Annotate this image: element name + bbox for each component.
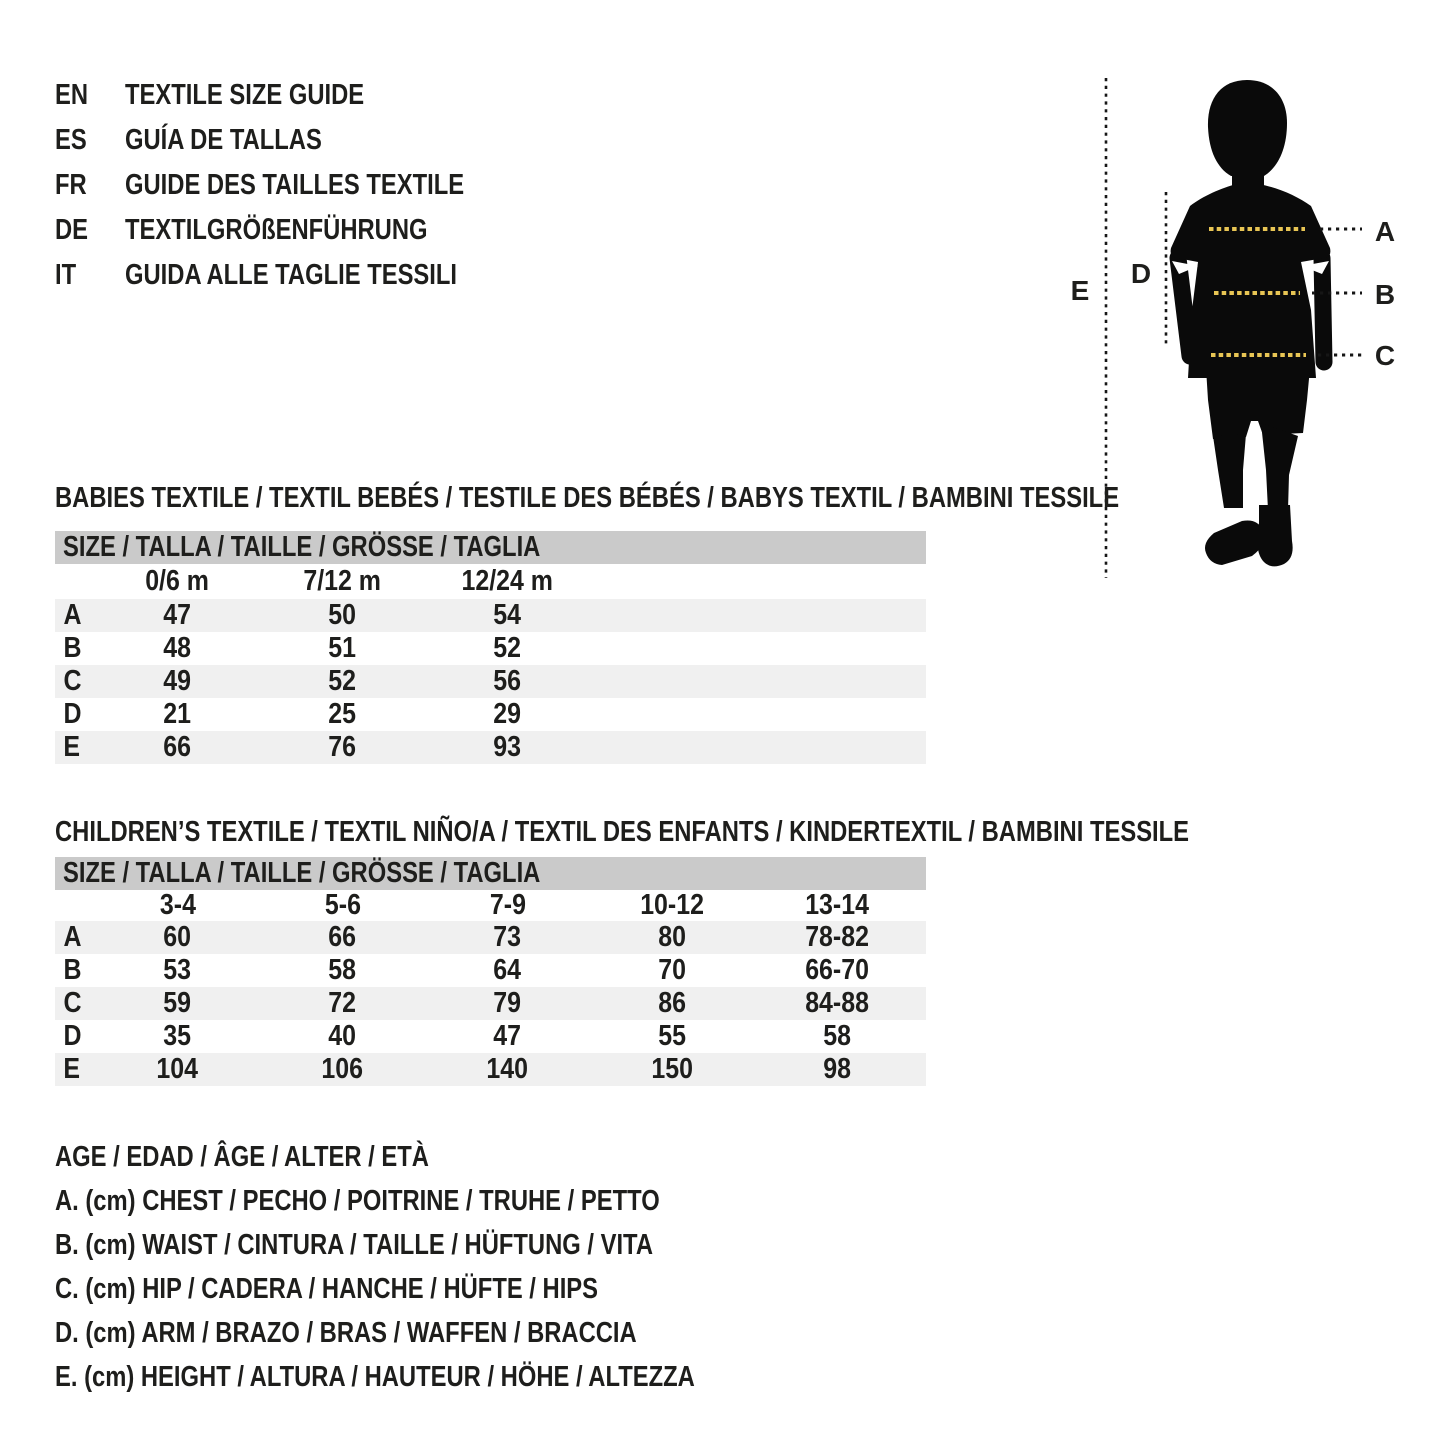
row-label: C xyxy=(63,987,82,1019)
lang-code: DE xyxy=(55,214,89,246)
cell: 58 xyxy=(823,1020,852,1052)
column-header: 0/6 m xyxy=(145,565,210,597)
label-arm-d: D xyxy=(1130,258,1152,289)
babies-section-title: BABIES TEXTILE / TEXTIL BEBÉS / TESTILE DES BÉBÉS / BABYS TEXTIL / BAMBINI TESSILE xyxy=(55,481,1120,514)
measurement-legend xyxy=(55,1135,835,1399)
label-height-e: E xyxy=(1070,275,1090,306)
babies-table-header-bar: SIZE / TALLA / TAILLE / GRÖSSE / TAGLIA xyxy=(55,531,926,564)
cell: 29 xyxy=(493,698,522,730)
row-label: B xyxy=(63,632,82,664)
column-header: 7-9 xyxy=(489,889,526,921)
cell: 84-88 xyxy=(805,987,870,1019)
cell: 76 xyxy=(328,731,357,763)
cell: 58 xyxy=(328,954,357,986)
row-label: E xyxy=(63,1053,80,1085)
cell: 59 xyxy=(163,987,192,1019)
lang-code: EN xyxy=(55,79,89,111)
cell: 98 xyxy=(823,1053,852,1085)
cell: 35 xyxy=(163,1020,192,1052)
cell: 66 xyxy=(163,731,192,763)
babies-size-table xyxy=(55,531,926,764)
table-row xyxy=(55,599,926,632)
table-row xyxy=(55,665,926,698)
table-row xyxy=(55,987,926,1020)
column-header: 7/12 m xyxy=(303,565,382,597)
language-title-block xyxy=(55,73,539,298)
cell: 53 xyxy=(163,954,192,986)
table-row xyxy=(55,1053,926,1086)
cell: 72 xyxy=(328,987,357,1019)
cell: 52 xyxy=(328,665,357,697)
lang-title: GUIDE DES TAILLES TEXTILE xyxy=(125,169,465,201)
column-header: 10-12 xyxy=(640,889,705,921)
row-label: D xyxy=(63,698,82,730)
column-header: 3-4 xyxy=(159,889,196,921)
label-waist-b: B xyxy=(1374,279,1396,310)
lang-code: IT xyxy=(55,259,77,291)
cell: 70 xyxy=(658,954,687,986)
cell: 80 xyxy=(658,921,687,953)
label-chest-a: A xyxy=(1374,216,1396,247)
table-row xyxy=(55,731,926,764)
children-table-header-bar: SIZE / TALLA / TAILLE / GRÖSSE / TAGLIA xyxy=(55,857,926,890)
lang-row-fr xyxy=(55,163,539,208)
cell: 104 xyxy=(156,1053,199,1085)
column-header: 13-14 xyxy=(805,889,870,921)
cell: 56 xyxy=(493,665,522,697)
legend-line-hip: C. (cm) HIP / CADERA / HANCHE / HÜFTE / HIPS xyxy=(55,1272,599,1305)
cell: 47 xyxy=(163,599,192,631)
lang-title: GUÍA DE TALLAS xyxy=(125,124,322,156)
legend-line-height: E. (cm) HEIGHT / ALTURA / HAUTEUR / HÖHE / ALTEZZA xyxy=(55,1360,695,1393)
lang-title: GUIDA ALLE TAGLIE TESSILI xyxy=(125,259,458,291)
legend-line-age: AGE / EDAD / ÂGE / ALTER / ETÀ xyxy=(55,1140,429,1173)
cell: 25 xyxy=(328,698,357,730)
lang-code: FR xyxy=(55,169,87,201)
table-row xyxy=(55,921,926,954)
cell: 48 xyxy=(163,632,192,664)
row-label: A xyxy=(63,921,82,953)
cell: 106 xyxy=(321,1053,364,1085)
cell: 64 xyxy=(493,954,522,986)
lang-row-it xyxy=(55,253,539,298)
row-label: B xyxy=(63,954,82,986)
lang-title: TEXTILE SIZE GUIDE xyxy=(125,79,365,111)
row-label: A xyxy=(63,599,82,631)
row-label: D xyxy=(63,1020,82,1052)
cell: 52 xyxy=(493,632,522,664)
cell: 86 xyxy=(658,987,687,1019)
legend-line-waist: B. (cm) WAIST / CINTURA / TAILLE / HÜFTUNG / VITA xyxy=(55,1228,653,1261)
cell: 50 xyxy=(328,599,357,631)
cell: 73 xyxy=(493,921,522,953)
cell: 51 xyxy=(328,632,357,664)
table-row xyxy=(55,698,926,731)
legend-line-chest: A. (cm) CHEST / PECHO / POITRINE / TRUHE / PETTO xyxy=(55,1184,660,1217)
cell: 150 xyxy=(651,1053,694,1085)
babies-column-header-row xyxy=(55,564,926,599)
lang-code: ES xyxy=(55,124,87,156)
row-label: E xyxy=(63,731,80,763)
label-hip-c: C xyxy=(1374,340,1396,371)
cell: 55 xyxy=(658,1020,687,1052)
cell: 47 xyxy=(493,1020,522,1052)
cell: 79 xyxy=(493,987,522,1019)
lang-row-es xyxy=(55,118,539,163)
table-row xyxy=(55,1020,926,1053)
cell: 40 xyxy=(328,1020,357,1052)
children-section-title: CHILDREN’S TEXTILE / TEXTIL NIÑO/A / TEXTIL DES ENFANTS / KINDERTEXTIL / BAMBINI TESSILE xyxy=(55,815,1190,848)
lang-row-de xyxy=(55,208,539,253)
lang-row-en xyxy=(55,73,539,118)
column-header: 12/24 m xyxy=(461,565,554,597)
legend-line-arm: D. (cm) ARM / BRAZO / BRAS / WAFFEN / BRACCIA xyxy=(55,1316,637,1349)
cell: 93 xyxy=(493,731,522,763)
children-column-header-row xyxy=(55,890,926,921)
children-size-table xyxy=(55,857,926,1086)
column-header: 5-6 xyxy=(324,889,361,921)
cell: 54 xyxy=(493,599,522,631)
cell: 66-70 xyxy=(805,954,870,986)
cell: 60 xyxy=(163,921,192,953)
cell: 66 xyxy=(328,921,357,953)
table-row xyxy=(55,954,926,987)
cell: 78-82 xyxy=(805,921,870,953)
cell: 49 xyxy=(163,665,192,697)
row-label: C xyxy=(63,665,82,697)
cell: 140 xyxy=(486,1053,529,1085)
table-row xyxy=(55,632,926,665)
cell: 21 xyxy=(163,698,192,730)
lang-title: TEXTILGRÖßENFÜHRUNG xyxy=(125,214,428,246)
